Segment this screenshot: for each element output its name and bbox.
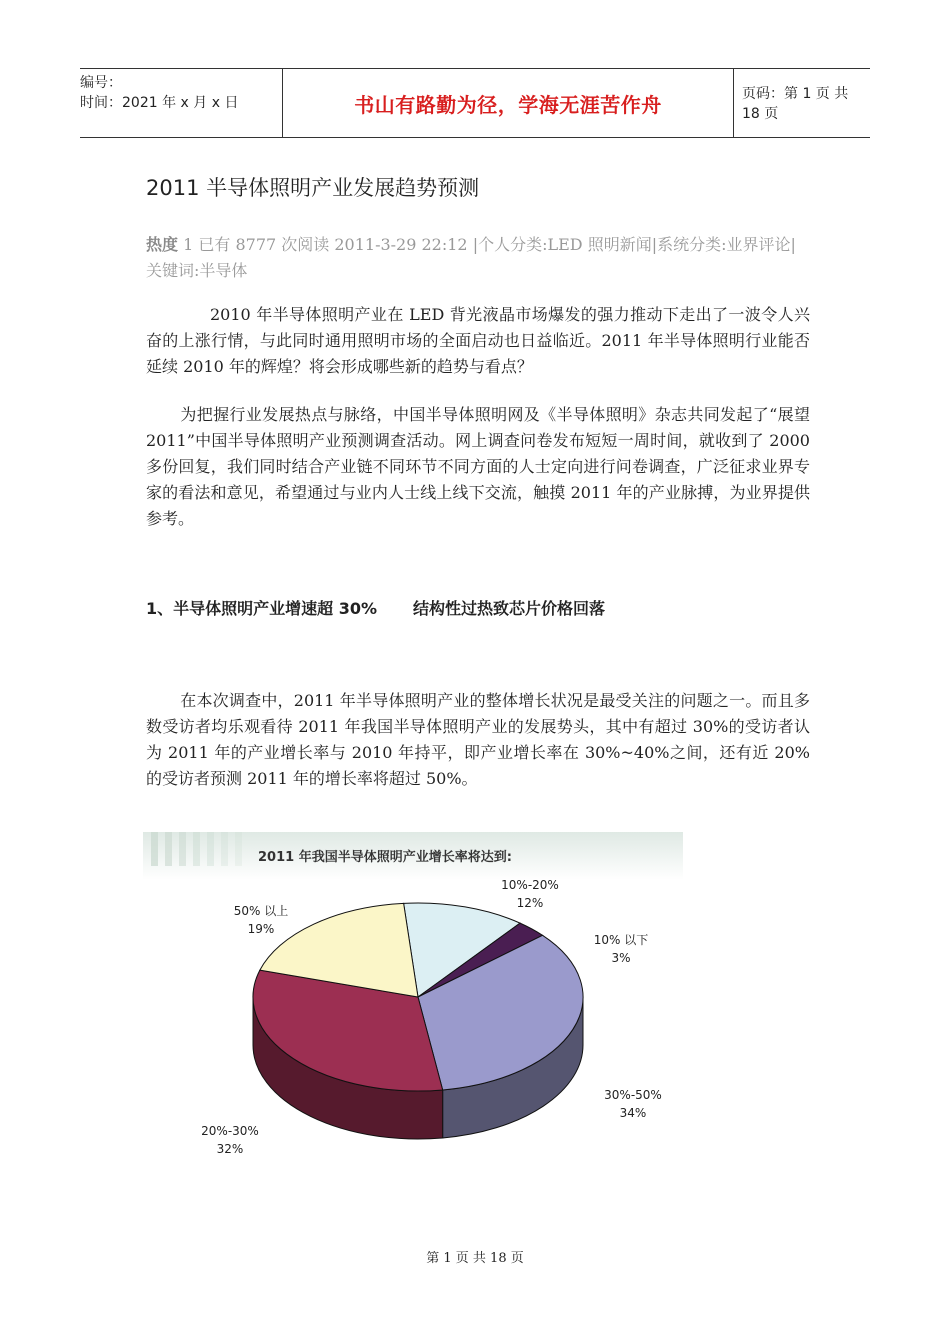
article-meta bbox=[146, 232, 806, 284]
paragraph-intro bbox=[146, 302, 810, 380]
section-heading-right: 结构性过热致芯片价格回落 bbox=[413, 599, 606, 618]
header-stripe bbox=[207, 832, 214, 866]
slice-label-30-50 bbox=[598, 1086, 668, 1122]
header-stripe bbox=[221, 832, 228, 866]
slice-label-under-10 bbox=[583, 931, 659, 967]
slice-label-10-20-value: 12% bbox=[516, 896, 544, 910]
slice-label-under-10-value: 3% bbox=[611, 951, 631, 965]
header-time: 时间：2021 年 x 月 x 日 bbox=[80, 95, 239, 111]
section-heading bbox=[146, 596, 605, 619]
document-header bbox=[80, 68, 870, 138]
slice-label-10-20 bbox=[495, 876, 565, 912]
header-stripe bbox=[235, 832, 242, 866]
header-stripe bbox=[165, 832, 172, 866]
chart-title: 2011 年我国半导体照明产业增长率将达到: bbox=[258, 850, 512, 865]
heat-label: 热度 bbox=[146, 235, 179, 254]
slice-label-over-50 bbox=[223, 902, 299, 938]
slice-label-20-30-value: 32% bbox=[216, 1142, 244, 1156]
meta-text: 1 已有 8777 次阅读 2011-3-29 22:12 |个人分类:LED 照明新闻|系统分类:业界评论|关键词:半导体 bbox=[146, 235, 796, 280]
section-heading-left: 1、半导体照明产业增速超 30% bbox=[146, 599, 378, 618]
paragraph-growth bbox=[146, 688, 810, 792]
header-motto-cell bbox=[282, 69, 734, 137]
header-motto: 书山有路勤为径，学海无涯苦作舟 bbox=[354, 92, 662, 117]
page-footer: 第 1 页 共 18 页 bbox=[426, 1251, 524, 1266]
header-number: 编号： bbox=[80, 75, 122, 91]
slice-label-20-30 bbox=[195, 1122, 265, 1158]
header-info bbox=[80, 69, 282, 137]
pie-slices bbox=[253, 903, 583, 1091]
growth-pie-chart bbox=[143, 832, 683, 1168]
slice-label-20-30-name: 20%-30% bbox=[201, 1124, 259, 1138]
slice-label-over-50-name: 50% 以上 bbox=[233, 904, 289, 918]
header-stripe bbox=[151, 832, 158, 866]
header-page-cell bbox=[734, 69, 870, 137]
slice-label-over-50-value: 19% bbox=[247, 922, 275, 936]
header-stripe bbox=[179, 832, 186, 866]
header-page-number: 页码：第 1 页 共 18 页 bbox=[742, 86, 849, 122]
article-title: 2011 半导体照明产业发展趋势预测 bbox=[146, 176, 480, 200]
slice-label-under-10-name: 10% 以下 bbox=[593, 933, 649, 947]
slice-label-30-50-name: 30%-50% bbox=[604, 1088, 662, 1102]
paragraph-intro-text: 2010 年半导体照明产业在 LED 背光液晶市场爆发的强力推动下走出了一波令人兴奋的上涨行情，与此同时通用照明市场的全面启动也日益临近。2011 年半导体照明行业能否延续 2010 年的辉煌？将会形成哪些新的趋势与看点？ bbox=[146, 305, 810, 376]
paragraph-survey-text: 为把握行业发展热点与脉络，中国半导体照明网及《半导体照明》杂志共同发起了“展望 2011”中国半导体照明产业预测调查活动。网上调查问卷发布短短一周时间，就收到了 2000 多份回复，我们同时结合产业链不同环节不同方面的人士定向进行问卷调查，广泛征求业界专家的看法和意见，希望通过与业内人士线上线下交流，触摸 2011 年的产业脉搏，为业界提供参考。 bbox=[146, 405, 810, 528]
slice-label-10-20-name: 10%-20% bbox=[501, 878, 559, 892]
paragraph-survey bbox=[146, 402, 810, 532]
header-stripe bbox=[193, 832, 200, 866]
paragraph-growth-text: 在本次调查中，2011 年半导体照明产业的整体增长状况是最受关注的问题之一。而且多数受访者均乐观看待 2011 年我国半导体照明产业的发展势头，其中有超过 30%的受访者认为 2011 年的产业增长率与 2010 年持平，即产业增长率在 30%~40%之间，还有近 20%的受访者预测 2011 年的增长率将超过 50%。 bbox=[146, 691, 810, 788]
slice-label-30-50-value: 34% bbox=[619, 1106, 647, 1120]
